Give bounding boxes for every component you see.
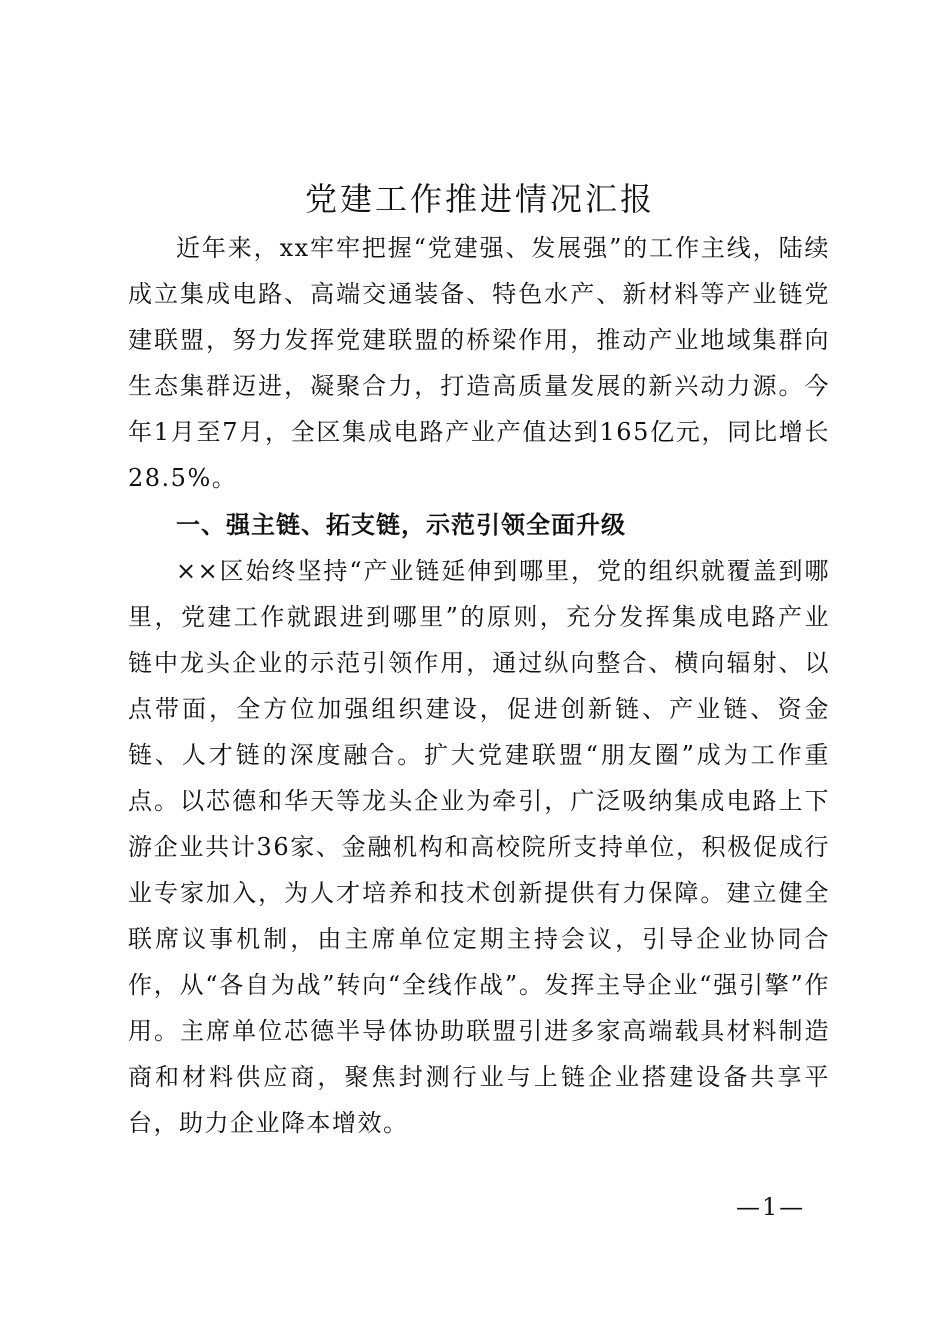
section-heading: 一、强主链、拓支链，示范引领全面升级 [176,511,626,539]
document-title: 党建工作推进情况汇报 [304,180,655,218]
page-number: —1— [736,1193,806,1221]
section-paragraph: ××区始终坚持“产业链延伸到哪里，党的组织就覆盖到哪里，党建工作就跟进到哪里”的原则，充分发挥集成电路产业链中龙头企业的示范引领作用，通过纵向整合、横向辐射、以点带面，全方位加强组织建设，促进创新链、产业链、资金链、人才链的深度融合。扩大党建联盟“朋友圈”成为工作重点。以芯德和华天等龙头企业为牵引，广泛吸纳集成电路上下游企业共计36家、金融机构和高校院所支持单位，积极促成行业专家加入，为人才培养和技术创新提供有力保障。建立健全联席议事机制，由主席单位定期主持会议，引导企业协同合作，从“各自为战”转向“全线作战”。发挥主导企业“强引擎”作用。主席单位芯德半导体协助联盟引进多家高端载具材料制造商和材料供应商，聚焦封测行业与上链企业搭建设备共享平台，助力企业降本增效。 [128,557,830,1137]
intro-paragraph: 近年来，xx牢牢把握“党建强、发展强”的工作主线，陆续成立集成电路、高端交通装备、特色水产、新材料等产业链党建联盟，努力发挥党建联盟的桥梁作用，推动产业地域集群向生态集群迈进，凝聚合力，打造高质量发展的新兴动力源。今年1月至7月，全区集成电路产业产值达到165亿元，同比增长28.5%。 [128,234,830,492]
